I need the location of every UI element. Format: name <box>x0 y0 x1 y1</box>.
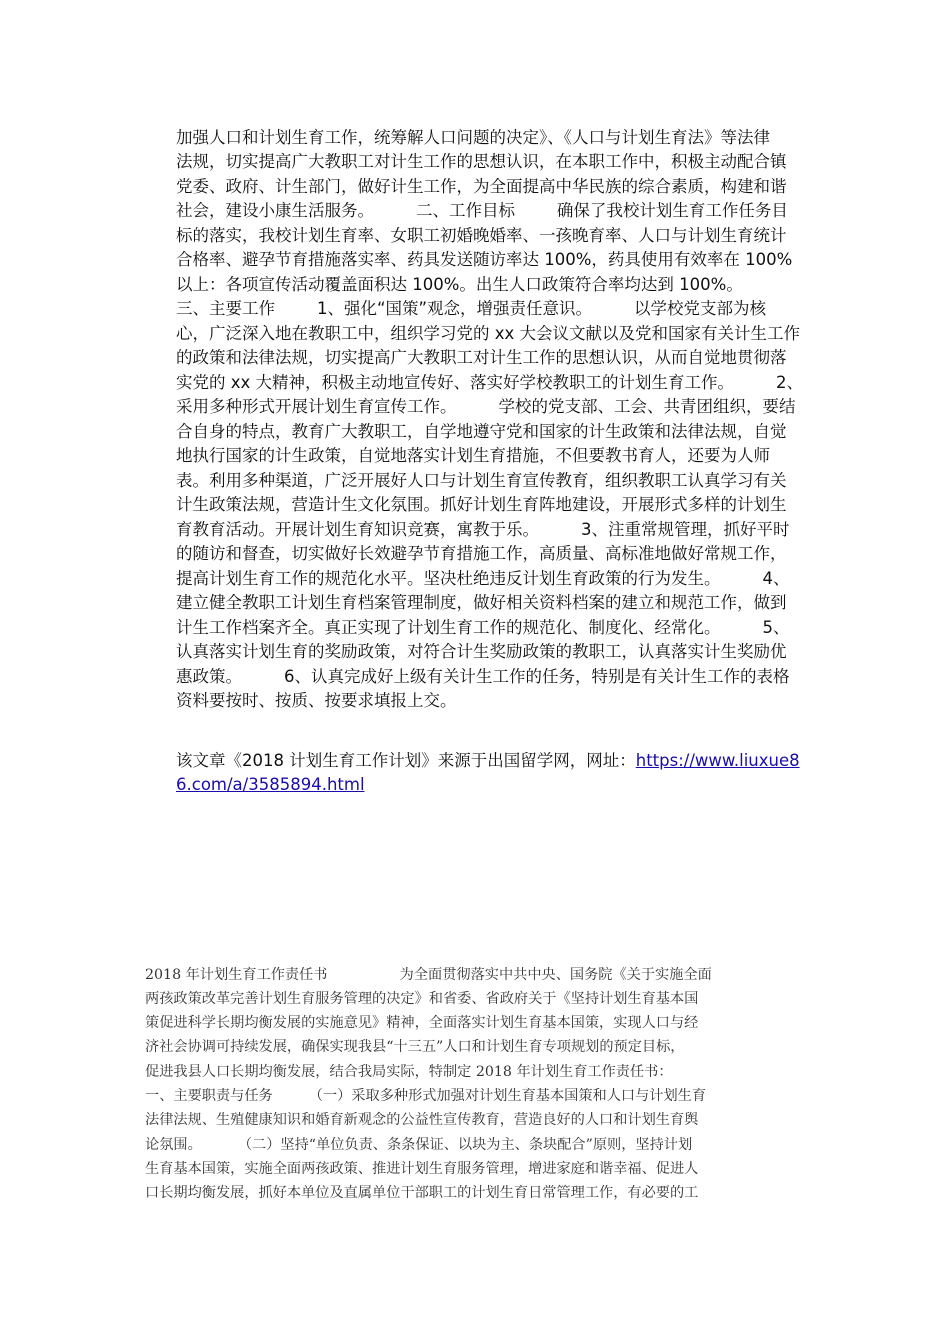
body-line: 三、主要工作 1、强化“国策”观念，增强责任意识。 以学校党支部为核 <box>176 299 767 318</box>
body-line: 计生政策法规，营造计生文化氛围。抓好计划生育阵地建设，开展形式多样的计划生 <box>176 495 787 514</box>
body-line: 社会，建设小康生活服务。 二、工作目标 确保了我校计划生育工作任务目 <box>176 201 788 220</box>
body-line: 两孩政策改革完善计划生育服务管理的决定》和省委、省政府关于《坚持计划生育基本国 <box>145 991 699 1007</box>
body-line: 党委、政府、计生部门，做好计生工作，为全面提高中华民族的综合素质，构建和谐 <box>176 177 787 196</box>
body-line: 表。利用多种渠道，广泛开展好人口与计划生育宣传教育，组织教职工认真学习有关 <box>176 471 787 490</box>
body-line: 2018 年计划生育工作责任书 为全面贯彻落实中共中央、国务院《关于实施全面 <box>145 967 712 983</box>
body-line: 地执行国家的计生政策，自觉地落实计划生育措施，不但要教书育人，还要为人师 <box>176 446 770 465</box>
body-line: 合自身的特点，教育广大教职工，自学地遵守党和国家的计生政策和法律法规，自觉 <box>176 422 787 441</box>
body-line: 资料要按时、按质、按要求填报上交。 <box>176 691 457 710</box>
body-line: 法规，切实提高广大教职工对计生工作的思想认识，在本职工作中，积极主动配合镇 <box>176 152 787 171</box>
body-line: 计生工作档案齐全。真正实现了计划生育工作的规范化、制度化、经常化。 5、 <box>176 618 790 637</box>
source-line-continued <box>176 773 365 797</box>
body-line: 策促进科学长期均衡发展的实施意见》精神，全面落实计划生育基本国策，实现人口与经 <box>145 1015 699 1031</box>
body-line: 采用多种形式开展计划生育宣传工作。 学校的党支部、工会、共青团组织，要结 <box>176 397 796 416</box>
body-line: 济社会协调可持续发展，确保实现我县“十三五”人口和计划生育专项规划的预定目标， <box>145 1039 685 1055</box>
body-line: 提高计划生育工作的规范化水平。坚决杜绝违反计划生育政策的行为发生。 4、 <box>176 569 790 588</box>
body-line: 标的落实，我校计划生育率、女职工初婚晚婚率、一孩晚育率、人口与计划生育统计 <box>176 226 787 245</box>
source-line <box>176 749 800 773</box>
body-line: 认真落实计划生育的奖励政策，对符合计生奖励政策的教职工，认真落实计生奖励优 <box>176 642 787 661</box>
body-line: 的随访和督查，切实做好长效避孕节育措施工作，高质量、高标准地做好常规工作， <box>176 544 787 563</box>
body-line: 的政策和法律法规，切实提高广大教职工对计生工作的思想认识，从而自觉地贯彻落 <box>176 348 787 367</box>
body-line: 一、主要职责与任务 （一）采取多种形式加强对计划生育基本国策和人口与计划生育 <box>145 1088 707 1104</box>
body-line: 促进我县人口长期均衡发展，结合我局实际，特制定 2018 年计划生育工作责任书： <box>145 1064 673 1080</box>
source-url-link[interactable]: https://www.liuxue8 <box>635 751 800 770</box>
body-line: 建立健全教职工计划生育档案管理制度，做好相关资料档案的建立和规范工作，做到 <box>176 593 787 612</box>
body-line: 合格率、避孕节育措施落实率、药具发送随访率达 100%，药具使用有效率在 100% <box>176 250 793 269</box>
body-line: 加强人口和计划生育工作，统筹解人口问题的决定》、《人口与计划生育法》等法律 <box>176 128 770 147</box>
source-prefix: 该文章《2018 计划生育工作计划》来源于出国留学网，网址： <box>176 751 636 770</box>
body-line: 口长期均衡发展，抓好本单位及直属单位干部职工的计划生育日常管理工作，有必要的工 <box>145 1185 699 1201</box>
source-url-link-continued[interactable]: 6.com/a/3585894.html <box>176 775 365 794</box>
body-line: 实党的 xx 大精神，积极主动地宣传好、落实好学校教职工的计划生育工作。 2、 <box>176 373 803 392</box>
body-line: 惠政策。 6、认真完成好上级有关计生工作的任务，特别是有关计生工作的表格 <box>176 667 790 686</box>
body-line: 以上：各项宣传活动覆盖面积达 100%。出生人口政策符合率均达到 100%。 <box>176 275 743 294</box>
body-line: 生育基本国策，实施全面两孩政策、推进计划生育服务管理，增进家庭和谐幸福、促进人 <box>145 1161 699 1177</box>
body-line: 法律法规、生殖健康知识和婚育新观念的公益性宣传教育，营造良好的人口和计划生育舆 <box>145 1112 699 1128</box>
body-line: 论氛围。 （二）坚持“单位负责、条条保证、以块为主、条块配合”原则，坚持计划 <box>145 1137 693 1153</box>
body-line: 心，广泛深入地在教职工中，组织学习党的 xx 大会议文献以及党和国家有关计生工作 <box>176 324 801 343</box>
body-line: 育教育活动。开展计划生育知识竞赛，寓教于乐。 3、注重常规管理，抓好平时 <box>176 520 790 539</box>
